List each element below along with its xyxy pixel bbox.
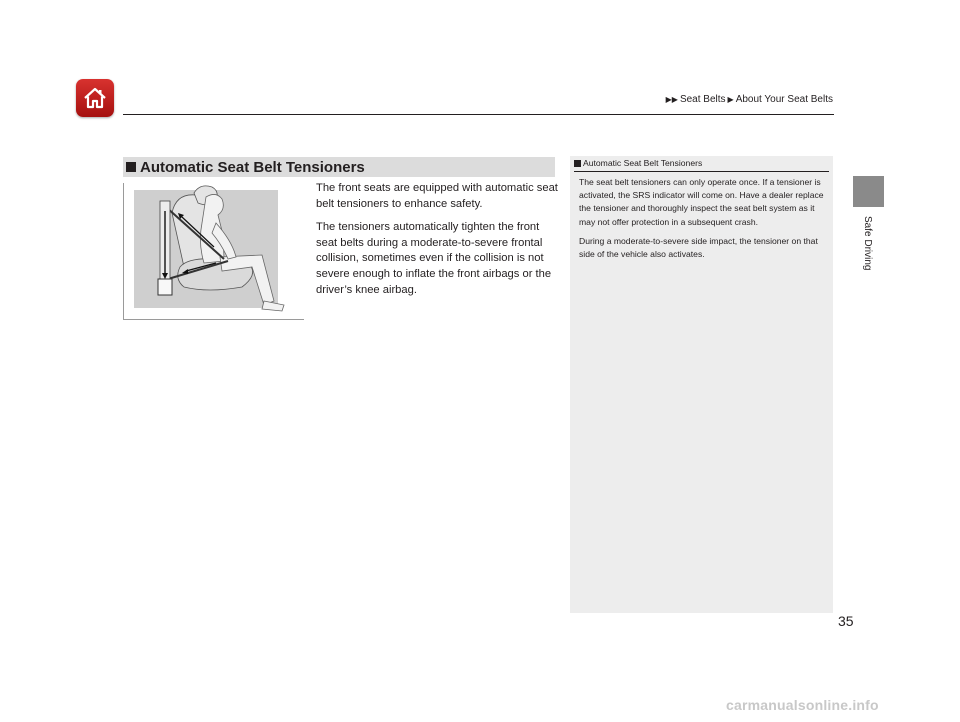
breadcrumb <box>666 94 833 105</box>
breadcrumb-arrow-icon: ▶▶ <box>665 95 678 104</box>
side-note-panel <box>570 156 833 613</box>
side-note-header <box>574 158 829 172</box>
breadcrumb-item[interactable]: Seat Belts <box>679 94 726 105</box>
chapter-tab[interactable] <box>853 176 884 207</box>
section-body <box>316 181 558 306</box>
section-square-icon <box>126 162 136 172</box>
breadcrumb-arrow-icon: ▶ <box>727 95 734 104</box>
header-divider <box>123 114 834 115</box>
page-number: 35 <box>838 613 854 629</box>
note-paragraph: During a moderate-to-severe side impact, the tensioner on that side of the vehicle also activates. <box>579 235 818 260</box>
section-title: Automatic Seat Belt Tensioners <box>140 158 365 176</box>
home-icon <box>82 85 108 111</box>
note-paragraph: The seat belt tensioners can only operate once. If a tensioner is activated, the SRS indicator will come on. Have a dealer replace the tensioner and thoroughly inspect the seat belt system as it may not offer protection in a subsequent crash. <box>579 177 824 227</box>
body-paragraph: The tensioners automatically tighten the front seat belts during a moderate-to-severe frontal collision, sometimes even if the collision is not severe enough to inflate the front airbags or the driver’s knee airbag. <box>316 221 552 296</box>
watermark: carmanualsonline.info <box>726 697 879 713</box>
breadcrumb-item[interactable]: About Your Seat Belts <box>735 94 833 105</box>
section-header <box>123 157 555 177</box>
body-paragraph: The front seats are equipped with automatic seat belt tensioners to enhance safety. <box>316 182 558 210</box>
home-button[interactable] <box>76 79 114 117</box>
chapter-label: Safe Driving <box>862 216 873 271</box>
seat-occupant-drawing <box>124 183 304 319</box>
seat-belt-tensioner-illustration <box>123 183 304 320</box>
note-bullet-icon <box>574 160 581 167</box>
side-note-body <box>579 176 829 267</box>
side-note-title: Automatic Seat Belt Tensioners <box>583 158 703 168</box>
